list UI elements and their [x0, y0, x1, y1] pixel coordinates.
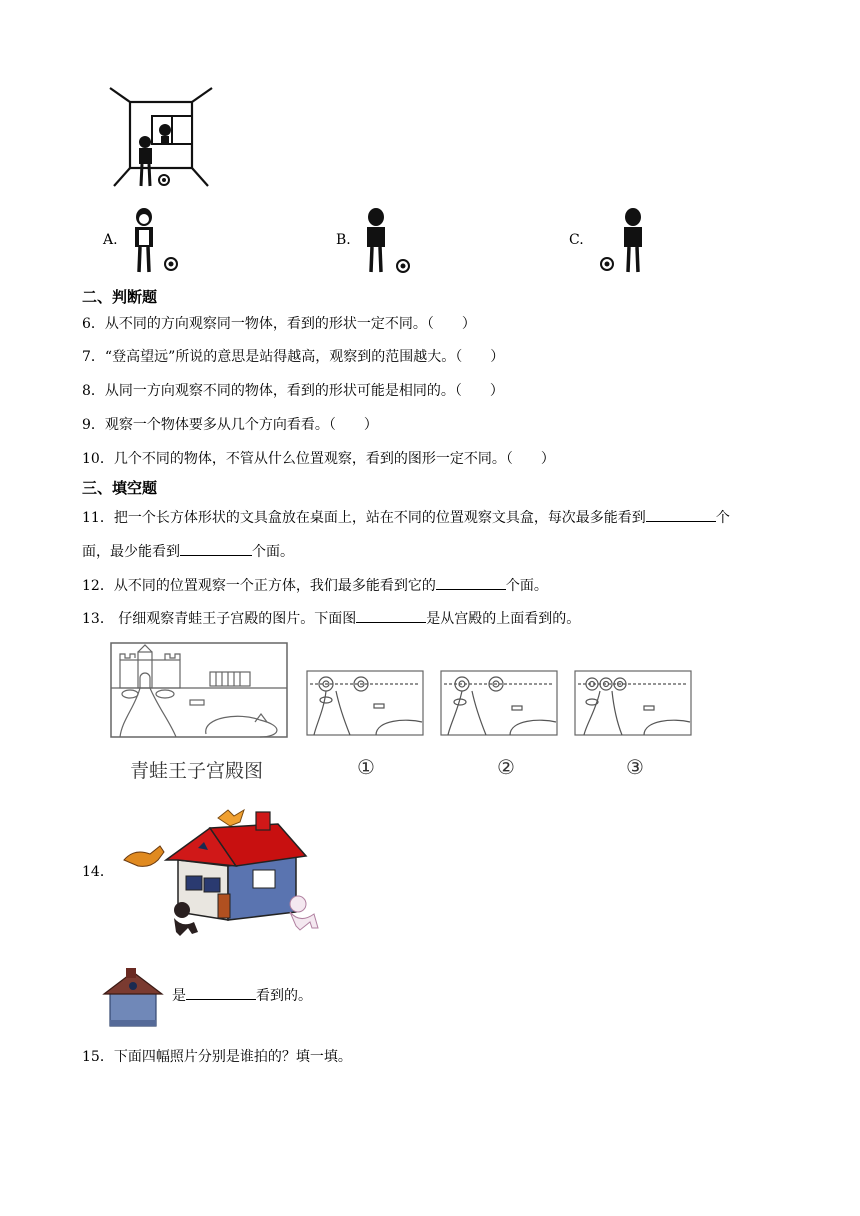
question-11-text-c: 面，最少能看到 — [82, 544, 180, 560]
question-6: 6．从不同的方向观察同一物体，看到的形状一定不同。（ ） — [82, 316, 476, 332]
house-picture — [118, 800, 328, 938]
question-13-text-a: 13． 仔细观察青蛙王子宫殿的图片。下面图 — [82, 611, 357, 627]
question-13 — [82, 608, 580, 629]
question-13-text-b: 是从宫殿的上面看到的。 — [426, 611, 581, 627]
question-11-text-a: 11．把一个长方体形状的文具盒放在桌面上，站在不同的位置观察文具盒，每次最多能看到 — [82, 510, 646, 526]
choice-label-2: ② — [497, 755, 515, 779]
question-14-text-a: 是 — [172, 988, 186, 1004]
choice-label-3: ③ — [626, 755, 644, 779]
answer-blank-13[interactable] — [356, 608, 426, 623]
option-b-figure — [362, 206, 414, 274]
option-a-label: A. — [103, 232, 118, 248]
answer-blank-14[interactable] — [186, 985, 256, 1000]
question-15: 15．下面四幅照片分别是谁拍的？填一填。 — [82, 1049, 352, 1065]
question-11-line1 — [82, 507, 730, 528]
choice-label-1: ① — [357, 755, 375, 779]
palace-view-3 — [574, 670, 692, 736]
palace-view-2 — [440, 670, 558, 736]
section-heading-fill-in: 三、填空题 — [82, 479, 158, 497]
palace-picture — [110, 642, 288, 738]
option-c-figure — [596, 206, 648, 274]
room-figure — [108, 86, 214, 192]
option-a-figure — [130, 206, 182, 274]
question-11-line2 — [82, 541, 294, 562]
question-11-text-b: 个 — [715, 510, 730, 526]
question-14-answer — [172, 985, 312, 1006]
house-side-view — [102, 966, 164, 1028]
section-heading-judgement: 二、判断题 — [82, 288, 158, 306]
answer-blank-11b[interactable] — [180, 541, 252, 556]
question-12 — [82, 575, 548, 596]
option-b-label: B. — [336, 232, 351, 248]
question-7: 7．“登高望远”所说的意思是站得越高，观察到的范围越大。（ ） — [82, 349, 505, 365]
palace-view-1 — [306, 670, 424, 736]
question-12-text-a: 12．从不同的位置观察一个正方体，我们最多能看到它的 — [82, 578, 436, 594]
question-8: 8．从同一方向观察不同的物体，看到的形状可能是相同的。（ ） — [82, 383, 504, 399]
palace-caption: 青蛙王子宫殿图 — [130, 760, 264, 782]
question-12-text-b: 个面。 — [505, 578, 548, 594]
question-11-text-d: 个面。 — [252, 544, 294, 560]
answer-blank-11a[interactable] — [646, 507, 716, 522]
question-14-number: 14． — [82, 864, 114, 880]
option-c-label: C. — [569, 232, 584, 248]
question-14-text-b: 看到的。 — [256, 988, 312, 1004]
question-10: 10．几个不同的物体，不管从什么位置观察，看到的图形一定不同。（ ） — [82, 451, 555, 467]
answer-blank-12[interactable] — [436, 575, 506, 590]
question-9: 9．观察一个物体要多从几个方向看看。（ ） — [82, 417, 378, 433]
